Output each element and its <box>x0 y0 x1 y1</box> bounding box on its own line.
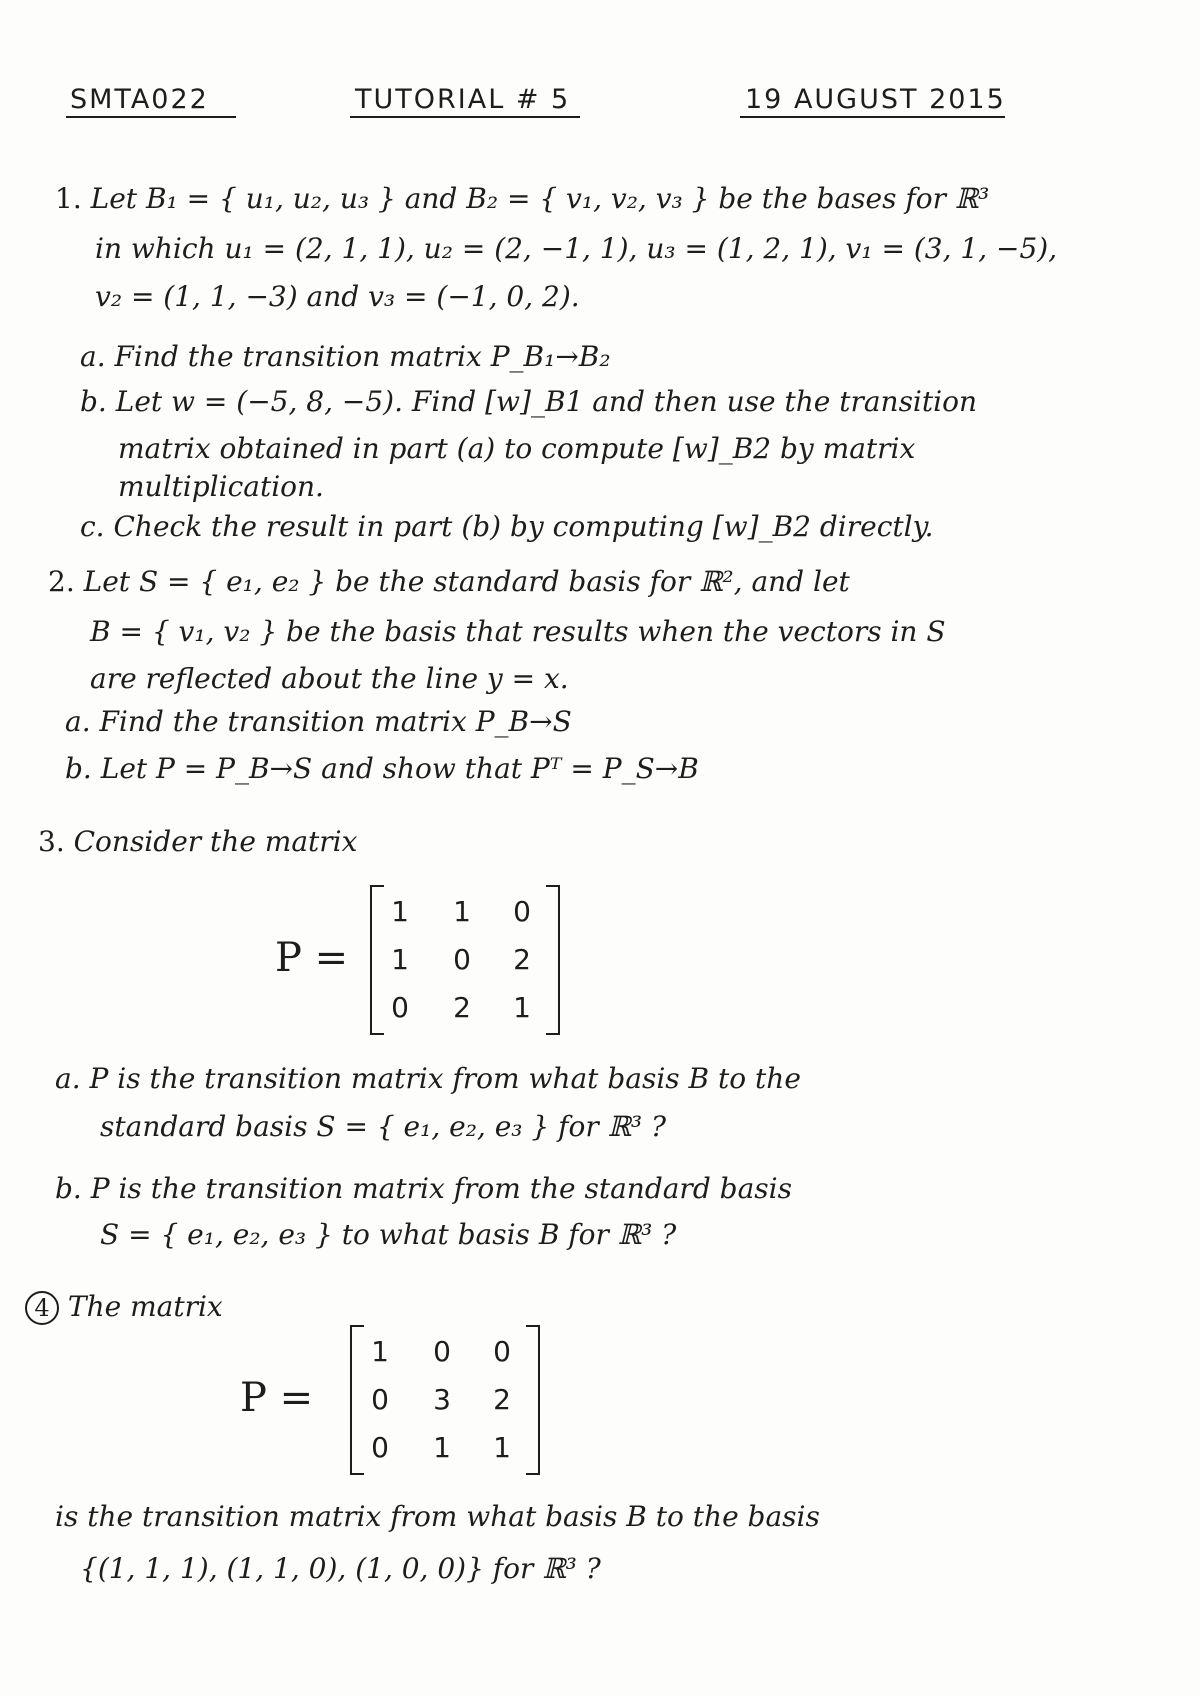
q1-line-2: in which u₁ = (2, 1, 1), u₂ = (2, −1, 1), u₃ = (1, 2, 1), v₁ = (3, 1, −5), <box>95 232 1058 265</box>
tutorial-date: 19 AUGUST 2015 <box>745 84 1006 115</box>
tutorial-title-underline <box>350 116 580 118</box>
q3-matrix-cell: 0 <box>453 943 471 976</box>
q1-line-3: v₂ = (1, 1, −3) and v₃ = (−1, 0, 2). <box>95 280 580 313</box>
q3-number: 3. <box>38 825 65 858</box>
q2-part-b: b. Let P = P_B→S and show that Pᵀ = P_S→B <box>65 752 699 785</box>
q3-matrix-cell: 1 <box>513 991 531 1024</box>
q1-part-b-cont-2: multiplication. <box>118 470 324 503</box>
q1-part-c: c. Check the result in part (b) by computing [w]_B2 directly. <box>80 510 934 543</box>
q3-part-b: b. P is the transition matrix from the standard basis <box>55 1172 792 1205</box>
q3-matrix-cell: 1 <box>391 895 409 928</box>
q3-part-a: a. P is the transition matrix from what basis B to the <box>55 1062 801 1095</box>
q3-matrix-cell: 1 <box>391 943 409 976</box>
q1-number: 1. <box>55 182 82 215</box>
q4-matrix-label: P = <box>240 1375 314 1421</box>
q3-part-b-cont: S = { e₁, e₂, e₃ } to what basis B for ℝ³ ? <box>100 1218 677 1251</box>
q3-matrix-cell: 0 <box>513 895 531 928</box>
q4-matrix-cell: 3 <box>433 1383 451 1416</box>
q1-text-1: Let B₁ = { u₁, u₂, u₃ } and B₂ = { v₁, v₂, v₃ } be the bases for ℝ³ <box>90 182 990 215</box>
q2-text-1: Let S = { e₁, e₂ } be the standard basis for ℝ², and let <box>83 565 850 598</box>
q4-matrix-cell: 0 <box>433 1335 451 1368</box>
q3-matrix-label: P = <box>275 935 349 981</box>
q3-intro-line <box>38 825 357 858</box>
q1-part-a: a. Find the transition matrix P_B₁→B₂ <box>80 340 611 373</box>
q3-intro: Consider the matrix <box>73 825 358 858</box>
q2-line-2: B = { v₁, v₂ } be the basis that results when the vectors in S <box>90 615 946 648</box>
q2-part-a: a. Find the transition matrix P_B→S <box>65 705 572 738</box>
tutorial-date-underline <box>740 116 1005 118</box>
q3-matrix-cell: 2 <box>513 943 531 976</box>
q4-matrix-cell: 1 <box>433 1431 451 1464</box>
q4-line-1: is the transition matrix from what basis B to the basis <box>55 1500 820 1533</box>
course-code-underline <box>66 116 236 118</box>
q3-part-a-cont: standard basis S = { e₁, e₂, e₃ } for ℝ³ ? <box>100 1110 667 1143</box>
q4-matrix-cell: 1 <box>371 1335 389 1368</box>
q4-matrix <box>350 1325 540 1475</box>
tutorial-title: TUTORIAL # 5 <box>355 84 571 115</box>
q2-line-1 <box>48 565 850 598</box>
q3-matrix-cell: 1 <box>453 895 471 928</box>
course-code: SMTA022 <box>70 84 209 115</box>
q3-matrix <box>370 885 560 1035</box>
q4-matrix-cell: 1 <box>493 1431 511 1464</box>
q2-line-3: are reflected about the line y = x. <box>90 662 569 695</box>
q4-matrix-cell: 0 <box>493 1335 511 1368</box>
q4-number: 4 <box>25 1291 59 1325</box>
q4-matrix-cell: 0 <box>371 1431 389 1464</box>
q3-matrix-cell: 2 <box>453 991 471 1024</box>
q1-part-b: b. Let w = (−5, 8, −5). Find [w]_B1 and then use the transition <box>80 385 977 418</box>
q4-matrix-cell: 0 <box>371 1383 389 1416</box>
q1-part-b-cont-1: matrix obtained in part (a) to compute [w]_B2 by matrix <box>118 432 916 465</box>
q2-number: 2. <box>48 565 75 598</box>
q3-matrix-cell: 0 <box>391 991 409 1024</box>
q4-intro-line <box>25 1290 223 1325</box>
q4-matrix-cell: 2 <box>493 1383 511 1416</box>
q1-line-1 <box>55 182 989 215</box>
q4-intro: The matrix <box>67 1290 223 1323</box>
q4-line-2: {(1, 1, 1), (1, 1, 0), (1, 0, 0)} for ℝ³ ? <box>80 1552 601 1585</box>
